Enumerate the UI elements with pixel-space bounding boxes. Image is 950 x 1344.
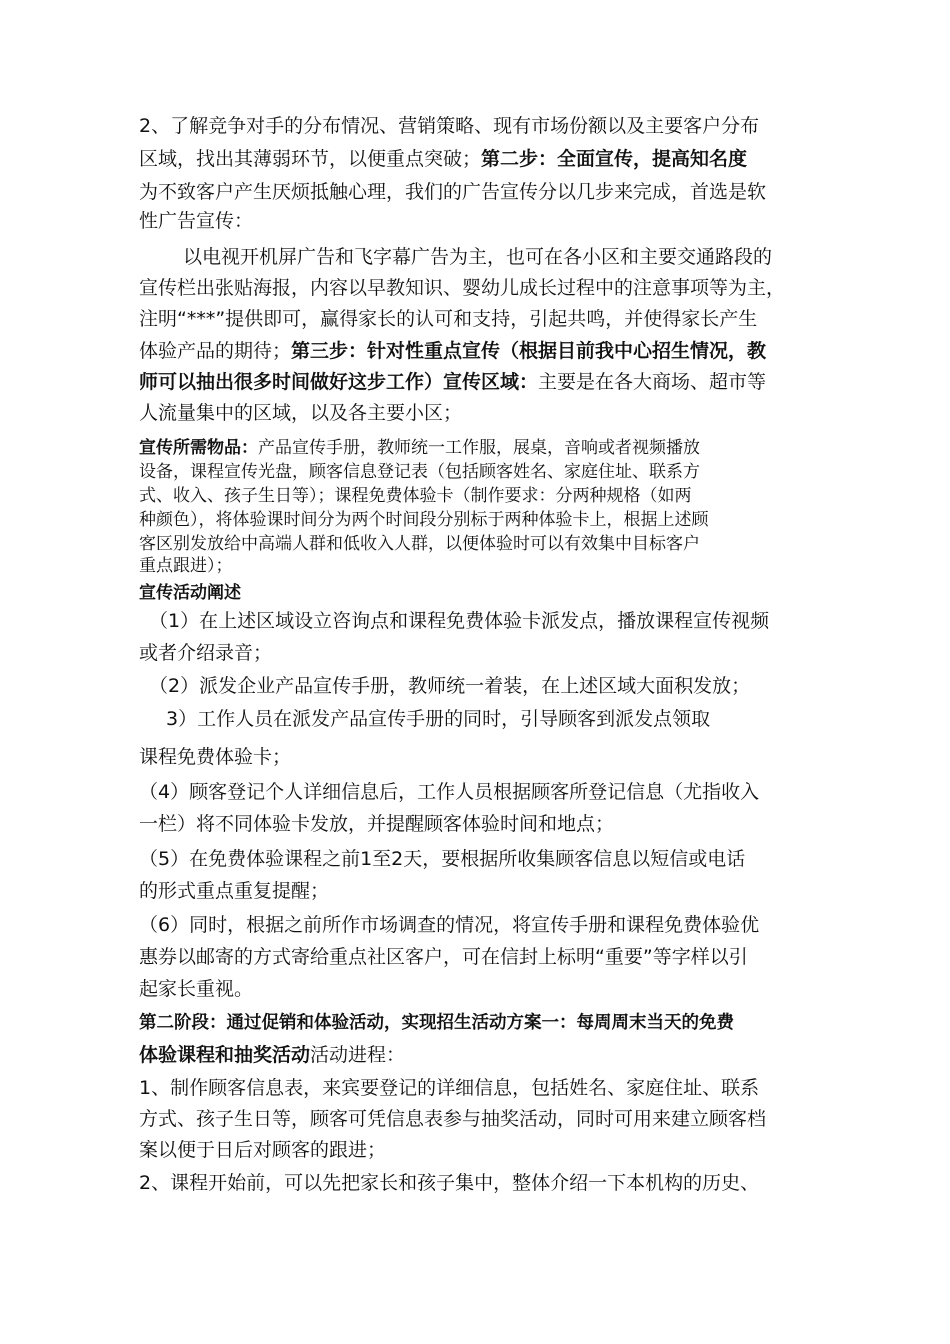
paragraph-line: 客区别发放给中高端人群和低收入人群，以便体验时可以有效集中目标客户 xyxy=(139,534,700,554)
stage-heading: 第二阶段：通过促销和体验活动，实现招生活动方案一：每周周末当天的免费 xyxy=(139,1013,734,1033)
stage-heading: 体验课程和抽奖活动 xyxy=(139,1044,311,1066)
paragraph-line xyxy=(139,369,766,395)
paragraph-line: 注明“***”提供即可，赢得家长的认可和支持，引起共鸣，并使得家长产生 xyxy=(139,308,758,330)
list-item: 惠券以邮寄的方式寄给重点社区客户，可在信封上标明“重要”等字样以引 xyxy=(139,946,748,968)
list-item: 3）工作人员在派发产品宣传手册的同时，引导顾客到派发点领取 xyxy=(166,708,711,730)
paragraph-line: 种颜色），将体验课时间分为两个时间段分别标于两种体验卡上，根据上述顾 xyxy=(139,510,709,530)
text-run: 主要是在各大商场、超市等 xyxy=(538,371,767,393)
list-item: 起家长重视。 xyxy=(139,978,254,1000)
list-item: 或者介绍录音； xyxy=(139,642,273,664)
list-item: （6）同时，根据之前所作市场调查的情况，将宣传手册和课程免费体验优 xyxy=(139,914,760,936)
paragraph-line: 2、课程开始前，可以先把家长和孩子集中，整体介绍一下本机构的历史、 xyxy=(139,1172,760,1194)
paragraph-line: 方式、孩子生日等，顾客可凭信息表参与抽奖活动，同时可用来建立顾客档 xyxy=(139,1108,767,1130)
step-heading: 师可以抽出很多时间做好这步工作）宣传区域： xyxy=(139,371,539,393)
paragraph-line: 式、收入、孩子生日等）；课程免费体验卡（制作要求：分两种规格（如两 xyxy=(139,486,692,506)
paragraph-line: 性广告宣传： xyxy=(139,210,254,232)
list-item: （2）派发企业产品宣传手册，教师统一着装，在上述区域大面积发放； xyxy=(149,675,751,697)
text-run: 体验产品的期待； xyxy=(139,340,292,362)
paragraph-line: 重点跟进）； xyxy=(139,556,233,576)
list-item: 一栏）将不同体验卡发放，并提醒顾客体验时间和地点； xyxy=(139,813,615,835)
list-item: （4）顾客登记个人详细信息后，工作人员根据顾客所登记信息（尤指收入 xyxy=(139,781,760,803)
text-run: 活动进程： xyxy=(310,1044,406,1066)
list-item: （5）在免费体验课程之前1至2天，要根据所收集顾客信息以短信或电话 xyxy=(139,848,746,870)
list-item: 的形式重点重复提醒； xyxy=(139,880,330,902)
paragraph-line xyxy=(139,338,766,364)
paragraph-line: 1、制作顾客信息表，来宾要登记的详细信息，包括姓名、家庭住址、联系 xyxy=(139,1077,760,1099)
step-heading: 第二步：全面宣传，提高知名度 xyxy=(481,148,748,170)
paragraph-line: 设备，课程宣传光盘，顾客信息登记表（包括顾客姓名、家庭住址、联系方 xyxy=(139,462,700,482)
paragraph-line: 人流量集中的区域，以及各主要小区； xyxy=(139,402,463,424)
label-bold: 宣传所需物品： xyxy=(139,438,258,458)
paragraph-line: 2、了解竞争对手的分布情况、营销策略、现有市场份额以及主要客户分布 xyxy=(139,115,760,137)
paragraph-line: 以电视开机屏广告和飞字幕广告为主，也可在各小区和主要交通路段的 xyxy=(183,246,773,268)
step-heading: 第三步：针对性重点宣传（根据目前我中心招生情况，教 xyxy=(291,340,767,362)
list-item: 课程免费体验卡； xyxy=(139,746,292,768)
paragraph-line xyxy=(139,436,700,460)
paragraph-line: 为不致客户产生厌烦抵触心理，我们的广告宣传分以几步来完成，首选是软 xyxy=(139,181,767,203)
paragraph-line: 案以便于日后对顾客的跟进； xyxy=(139,1139,387,1161)
paragraph-line xyxy=(139,1042,405,1068)
list-item: （1）在上述区域设立咨询点和课程免费体验卡派发点，播放课程宣传视频 xyxy=(149,610,770,632)
text-run: 区域，找出其薄弱环节，以便重点突破； xyxy=(139,148,482,170)
section-heading: 宣传活动阐述 xyxy=(139,583,241,603)
paragraph-line: 宣传栏出张贴海报，内容以早教知识、婴幼儿成长过程中的注意事项等为主， xyxy=(139,277,786,299)
text-run: 产品宣传手册，教师统一工作服，展桌，音响或者视频播放 xyxy=(258,438,700,458)
paragraph-line xyxy=(139,146,747,172)
